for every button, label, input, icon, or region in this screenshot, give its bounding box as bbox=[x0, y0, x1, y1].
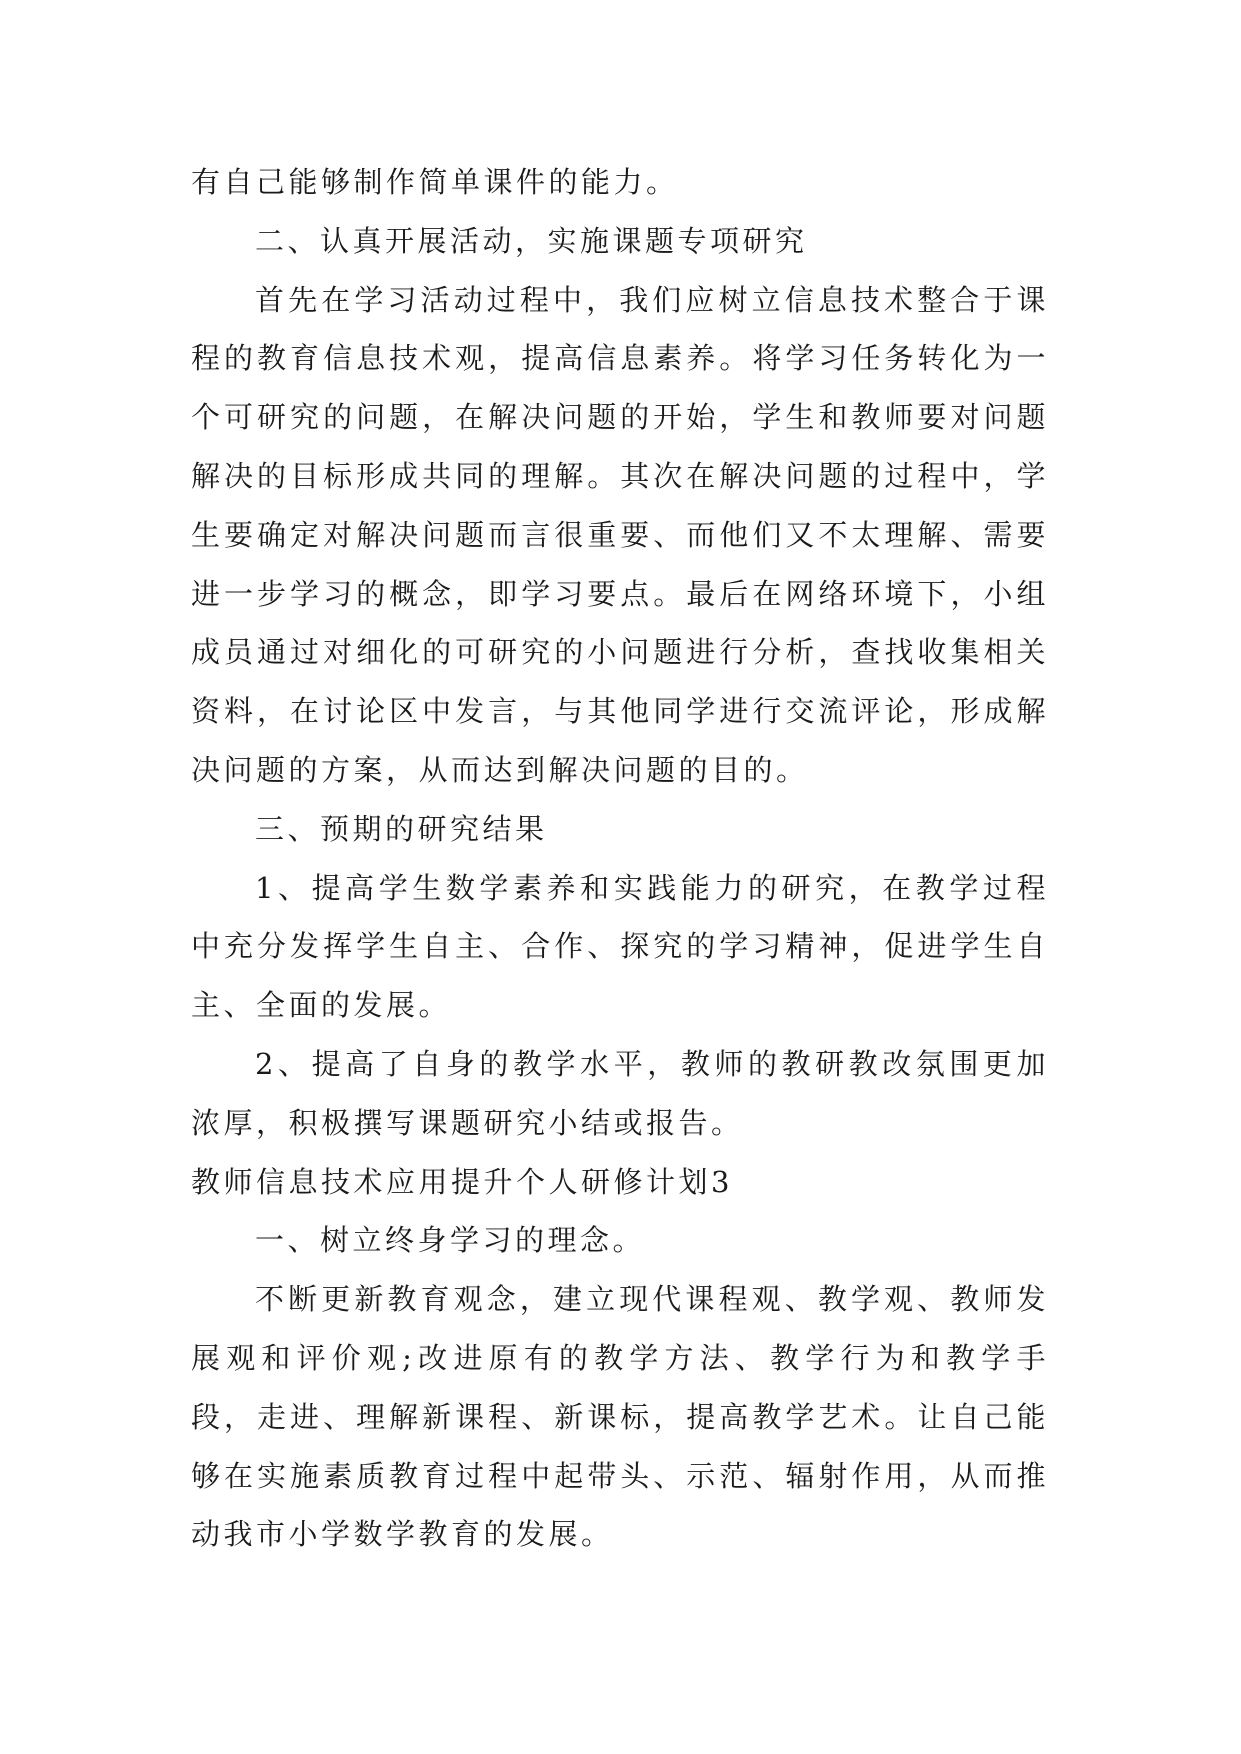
document-body bbox=[191, 153, 1049, 1564]
paragraph-continuation: 有自己能够制作简单课件的能力。 bbox=[191, 165, 679, 199]
section-heading-3: 三、预期的研究结果 bbox=[255, 811, 548, 846]
section-heading-2: 二、认真开展活动，实施课题专项研究 bbox=[255, 223, 808, 258]
plan-3-paragraph-1: 不断更新教育观念，建立现代课程观、教学观、教师发展观和评价观;改进原有的教学方法、教学行为和教学手段，走进、理解新课程、新课标，提高教学艺术。让自己能够在实施素质教育过程中起带头、示范、辐射作用，从而推动我市小学数学教育的发展。 bbox=[191, 1282, 1049, 1552]
paragraph-result-2: 2、提高了自身的教学水平，教师的教研教改氛围更加浓厚，积极撰写课题研究小结或报告。 bbox=[191, 1046, 1049, 1140]
plan-3-title: 教师信息技术应用提升个人研修计划3 bbox=[191, 1164, 733, 1199]
plan-3-section-heading-1: 一、树立终身学习的理念。 bbox=[255, 1223, 646, 1258]
paragraph-result-1: 1、提高学生数学素养和实践能力的研究，在教学过程中充分发挥学生自主、合作、探究的学习精神，促进学生自主、全面的发展。 bbox=[191, 870, 1049, 1023]
paragraph-section-2: 首先在学习活动过程中，我们应树立信息技术整合于课程的教育信息技术观，提高信息素养。将学习任务转化为一个可研究的问题，在解决问题的开始，学生和教师要对问题解决的目标形成共同的理解。其次在解决问题的过程中，学生要确定对解决问题而言很重要、而他们又不太理解、需要进一步学习的概念，即学习要点。最后在网络环境下，小组成员通过对细化的可研究的小问题进行分析，查找收集相关资料，在讨论区中发言，与其他同学进行交流评论，形成解决问题的方案，从而达到解决问题的目的。 bbox=[191, 282, 1049, 787]
